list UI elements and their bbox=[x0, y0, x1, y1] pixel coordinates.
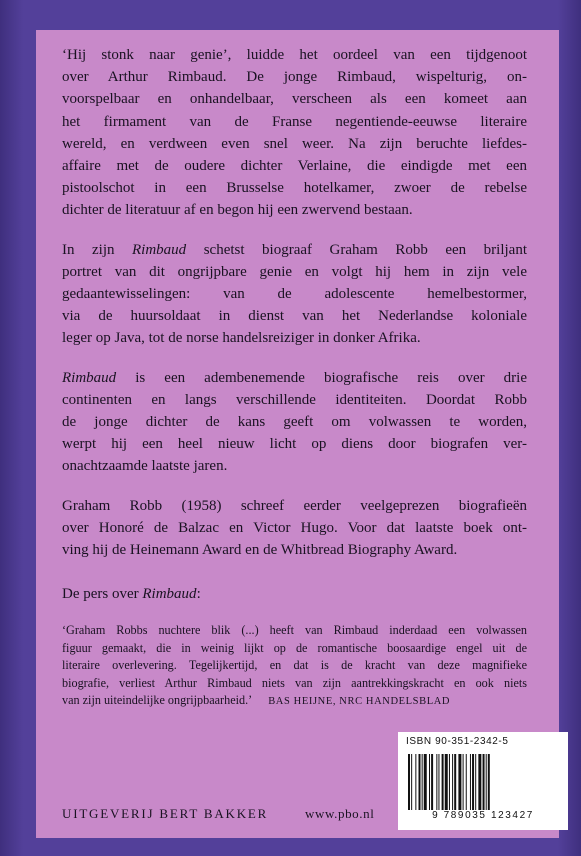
publisher-name: UITGEVERIJ BERT BAKKER bbox=[62, 806, 269, 821]
blurb-text bbox=[62, 44, 527, 578]
barcode-stripe bbox=[422, 754, 423, 810]
blurb-paragraph-3 bbox=[62, 367, 527, 478]
barcode-stripe bbox=[429, 754, 430, 810]
quote-last-text: van zijn uiteindelijke ongrijpbaarheid.’ bbox=[62, 693, 253, 708]
barcode-stripe bbox=[466, 754, 467, 810]
barcode-stripe bbox=[424, 754, 427, 810]
barcode-stripe bbox=[436, 754, 437, 810]
blurb-paragraph-2 bbox=[62, 239, 527, 350]
blurb-line: pistoolschot in een Brusselse hotelkamer, zwoer de rebelse bbox=[62, 180, 527, 197]
barcode-stripe bbox=[478, 754, 481, 810]
blurb-line: via de huursoldaat in dienst van het Nederlandse koloniale bbox=[62, 308, 527, 325]
blurb-line: affaire met de oudere dichter Verlaine, die eindigde met een bbox=[62, 158, 527, 175]
blurb-line: leger op Java, tot de norse handelsreiziger in donker Afrika. bbox=[62, 330, 421, 347]
blurb-paragraph-1 bbox=[62, 44, 527, 222]
blurb-line: de jonge dichter de kans geeft om volwassen te worden, bbox=[62, 414, 527, 431]
book-title-italic: Rimbaud bbox=[62, 369, 117, 386]
barcode-stripe bbox=[442, 754, 444, 810]
barcode-stripe bbox=[488, 754, 490, 810]
press-heading-colon: : bbox=[196, 586, 201, 602]
isbn-number: ISBN 90-351-2342-5 bbox=[406, 736, 509, 747]
blurb-line: dichter de literatuur af en begon hij een zwervend bestaan. bbox=[62, 202, 413, 219]
blurb-line: over Arthur Rimbaud. De jonge Rimbaud, wispelturig, on- bbox=[62, 69, 527, 86]
barcode-stripe bbox=[408, 754, 410, 810]
barcode-icon bbox=[408, 754, 558, 810]
publisher-website: www.pbo.nl bbox=[305, 806, 375, 821]
blurb-line: Graham Robb (1958) schreef eerder veelgeprezen biografieën bbox=[62, 497, 527, 514]
blurb-line: ‘Hij stonk naar genie’, luidde het oordeel van een tijdgenoot bbox=[62, 47, 527, 63]
quote-line: literaire overlevering. Tegelijkertijd, en dat is de kracht van deze magnifieke bbox=[62, 658, 527, 673]
barcode-stripe bbox=[472, 754, 474, 810]
blurb-line: ving hij de Heinemann Award en de Whitbread Biography Award. bbox=[62, 542, 458, 559]
barcode-stripe bbox=[486, 754, 487, 810]
barcode-stripe bbox=[454, 754, 456, 810]
barcode-stripe bbox=[463, 754, 464, 810]
barcode-box bbox=[398, 732, 568, 830]
blurb-line: onachtzaamde laatste jaren. bbox=[62, 458, 228, 475]
quote-line: ‘Graham Robbs nuchtere blik (...) heeft van Rimbaud inderdaad een volwassen bbox=[62, 623, 527, 637]
barcode-stripe bbox=[438, 754, 439, 810]
press-heading-text: De pers over bbox=[62, 586, 143, 602]
barcode-stripe bbox=[452, 754, 453, 810]
blurb-line: het firmament van de Franse negentiende-eeuwse literaire bbox=[62, 113, 527, 130]
blurb-line: over Honoré de Balzac en Victor Hugo. Voor dat laatste boek ont- bbox=[62, 519, 527, 536]
barcode-stripe bbox=[458, 754, 461, 810]
blurb-text-span: schetst biograaf Graham Robb een briljant bbox=[186, 241, 527, 258]
ean-number: 9 789035 123427 bbox=[432, 810, 534, 821]
barcode-stripe bbox=[419, 754, 421, 810]
barcode-stripe bbox=[445, 754, 448, 810]
blurb-line: wereld, en verdween even snel weer. Na zijn beruchte liefdes- bbox=[62, 135, 527, 152]
quote-line bbox=[62, 692, 527, 711]
blurb-line: continenten en langs verschillende identiteiten. Doordat Robb bbox=[62, 391, 527, 408]
blurb-line: portret van dit ongrijpbare genie en volgt hij hem in zijn vele bbox=[62, 263, 527, 280]
blurb-line: gedaantewisselingen: van de adolescente hemelbestormer, bbox=[62, 286, 527, 303]
barcode-stripe bbox=[475, 754, 476, 810]
blurb-line: werpt hij een heel nieuw licht op diens door biografen ver- bbox=[62, 436, 527, 453]
blurb-text-span: In zijn bbox=[62, 241, 133, 258]
blurb-line bbox=[62, 239, 527, 261]
quote-line: biografie, verliest Arthur Rimbaud niets van zijn aantrekkingskracht en ook niets bbox=[62, 675, 527, 690]
barcode-stripe bbox=[415, 754, 416, 810]
barcode-stripe bbox=[411, 754, 412, 810]
barcode-stripe bbox=[449, 754, 450, 810]
quote-source: BAS HEIJNE, NRC HANDELSBLAD bbox=[268, 696, 451, 708]
barcode-stripe bbox=[431, 754, 433, 810]
press-heading bbox=[62, 586, 201, 603]
press-quote bbox=[62, 622, 527, 711]
blurb-paragraph-4 bbox=[62, 495, 527, 562]
book-title-italic: Rimbaud bbox=[132, 241, 187, 258]
barcode-stripe bbox=[470, 754, 471, 810]
blurb-line: voorspelbaar en onhandelbaar, verscheen als een komeet aan bbox=[62, 91, 527, 108]
book-title-italic: Rimbaud bbox=[142, 586, 197, 602]
blurb-line bbox=[62, 367, 527, 389]
quote-line: figuur gemaakt, die in weinig lijkt op de romantische boosaardige engel uit de bbox=[62, 640, 527, 655]
blurb-text-span: is een adembenemende biografische reis over drie bbox=[116, 369, 527, 386]
barcode-stripe bbox=[483, 754, 485, 810]
